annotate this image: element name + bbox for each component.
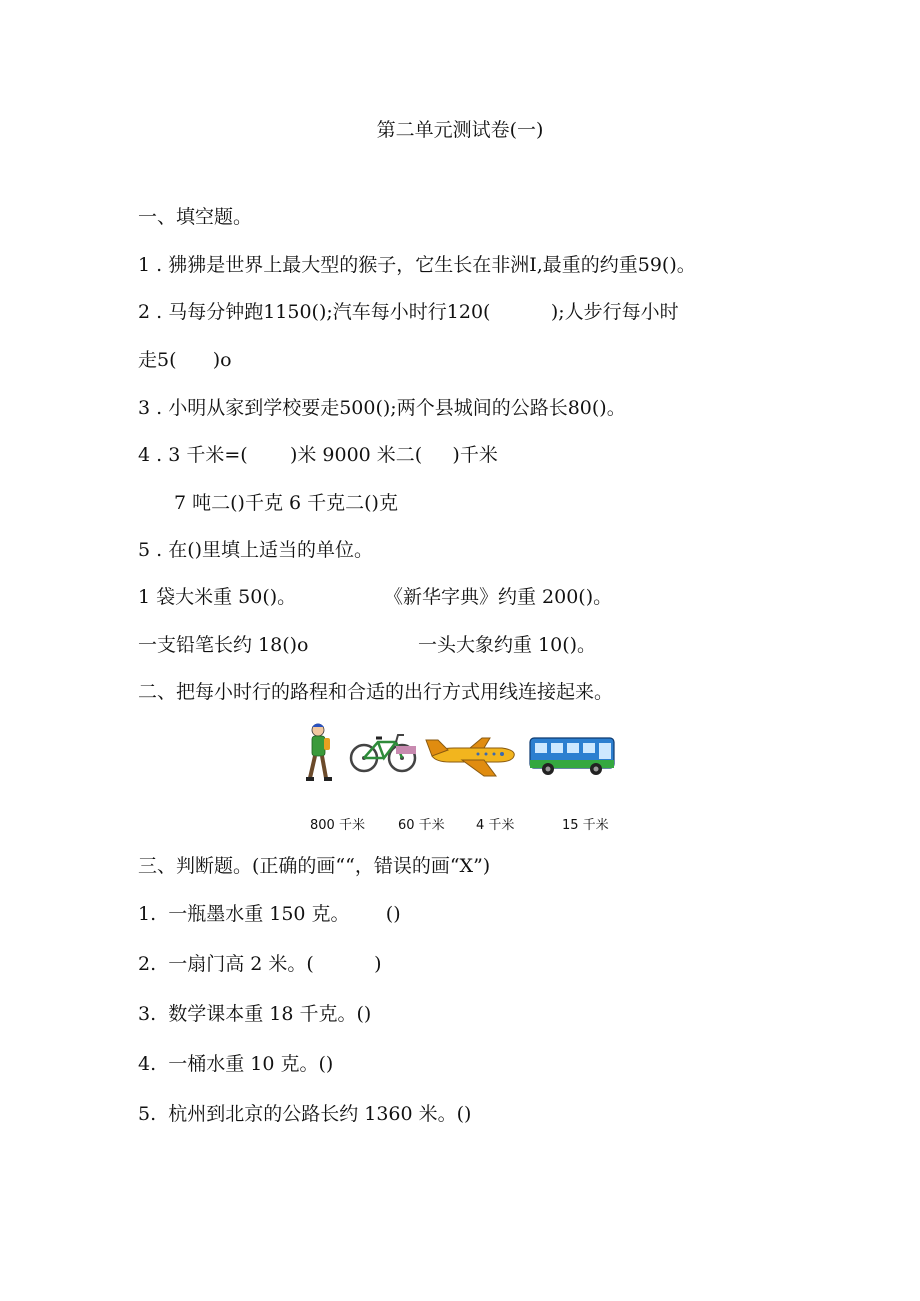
section-2-heading: 二、把每小时行的路程和合适的出行方式用线连接起来。 xyxy=(138,681,614,703)
question-5-rice: 1 袋大米重 50()。 xyxy=(138,586,297,608)
question-5-elephant: 一头大象约重 10()。 xyxy=(418,634,597,656)
judgment-item: 5. 杭州到北京的公路长约 1360 米。() xyxy=(138,1103,472,1125)
distance-label-3: 4 千米 xyxy=(476,818,515,833)
question-5: 5 . 在()里填上适当的单位。 xyxy=(138,539,374,561)
judgment-item: 4. 一桶水重 10 克。() xyxy=(138,1053,334,1075)
question-1: 1 . 狒狒是世界上最大型的猴子，它生长在非洲I,最重的约重59()。 xyxy=(138,254,696,276)
judgment-item: 2. 一扇门高 2 米。( ) xyxy=(138,953,382,975)
question-4-line-1: 4 . 3 千米=( )米 9000 米二( )千米 xyxy=(138,444,498,466)
bus-icon xyxy=(530,738,614,775)
section-3-heading: 三、判断题。(正确的画““，错误的画“X”) xyxy=(138,855,491,877)
judgment-item: 3. 数学课本重 18 千克。() xyxy=(138,1003,372,1025)
transport-pictures xyxy=(302,718,620,788)
bicycle-icon xyxy=(351,735,416,771)
airplane-icon xyxy=(426,738,514,776)
judgment-item: 1. 一瓶墨水重 150 克。 () xyxy=(138,903,401,925)
question-3: 3 . 小明从家到学校要走500();两个县城间的公路长80()。 xyxy=(138,397,626,419)
section-1-heading: 一、填空题。 xyxy=(138,206,253,228)
distance-label-1: 800 千米 xyxy=(310,818,365,833)
question-5-dictionary: 《新华字典》约重 200()。 xyxy=(384,586,613,608)
walking-person-icon xyxy=(306,724,332,782)
question-2-line-1: 2 . 马每分钟跑1150();汽车每小时行120( );人步行每小时 xyxy=(138,301,679,323)
question-5-pencil: 一支铅笔长约 18()o xyxy=(138,634,309,656)
distance-label-2: 60 千米 xyxy=(398,818,445,833)
page-title: 第二单元测试卷(一) xyxy=(376,119,544,141)
distance-label-4: 15 千米 xyxy=(562,818,609,833)
question-2-line-2: 走5( )o xyxy=(138,349,232,371)
question-4-line-2: 7 吨二()千克 6 千克二()克 xyxy=(174,492,398,514)
